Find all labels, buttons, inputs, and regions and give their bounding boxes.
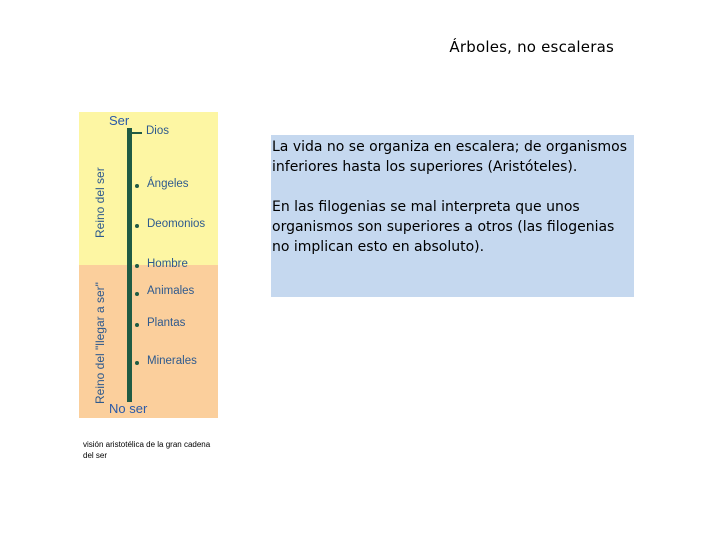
level-marker xyxy=(135,361,139,365)
hierarchy-axis xyxy=(127,128,132,402)
level-tick xyxy=(132,132,142,134)
level-marker xyxy=(135,224,139,228)
top-label: Ser xyxy=(109,113,130,128)
explanation-paragraph-1: La vida no se organiza en escalera; de organismos inferiores hasta los superiores (Aristóteles). xyxy=(272,139,628,175)
level-marker xyxy=(135,323,139,327)
explanation-paragraph-2: En las filogenias se mal interpreta que unos organismos son superiores a otros (las filogenias no implican esto en absoluto). xyxy=(272,199,615,255)
level-minerales: Minerales xyxy=(147,355,197,367)
bottom-label: No ser xyxy=(109,401,148,416)
level-angeles: Ángeles xyxy=(147,178,189,190)
level-marker xyxy=(135,184,139,188)
level-hombre: Hombre xyxy=(147,258,188,270)
explanation-box xyxy=(271,135,634,297)
slide-title: Árboles, no escaleras xyxy=(449,38,614,56)
level-marker xyxy=(135,264,139,268)
level-demonios: Deomonios xyxy=(147,218,206,230)
upper-realm-label: Reino del ser xyxy=(93,167,107,238)
level-plantas: Plantas xyxy=(147,317,186,329)
chain-of-being-diagram xyxy=(79,112,218,418)
level-marker xyxy=(135,292,139,296)
lower-realm-label: Reino del "llegar a ser" xyxy=(93,282,107,404)
level-animales: Animales xyxy=(147,285,195,297)
diagram-caption: visión aristotélica de la gran cadena del ser xyxy=(83,440,211,460)
level-dios: Dios xyxy=(146,125,170,137)
